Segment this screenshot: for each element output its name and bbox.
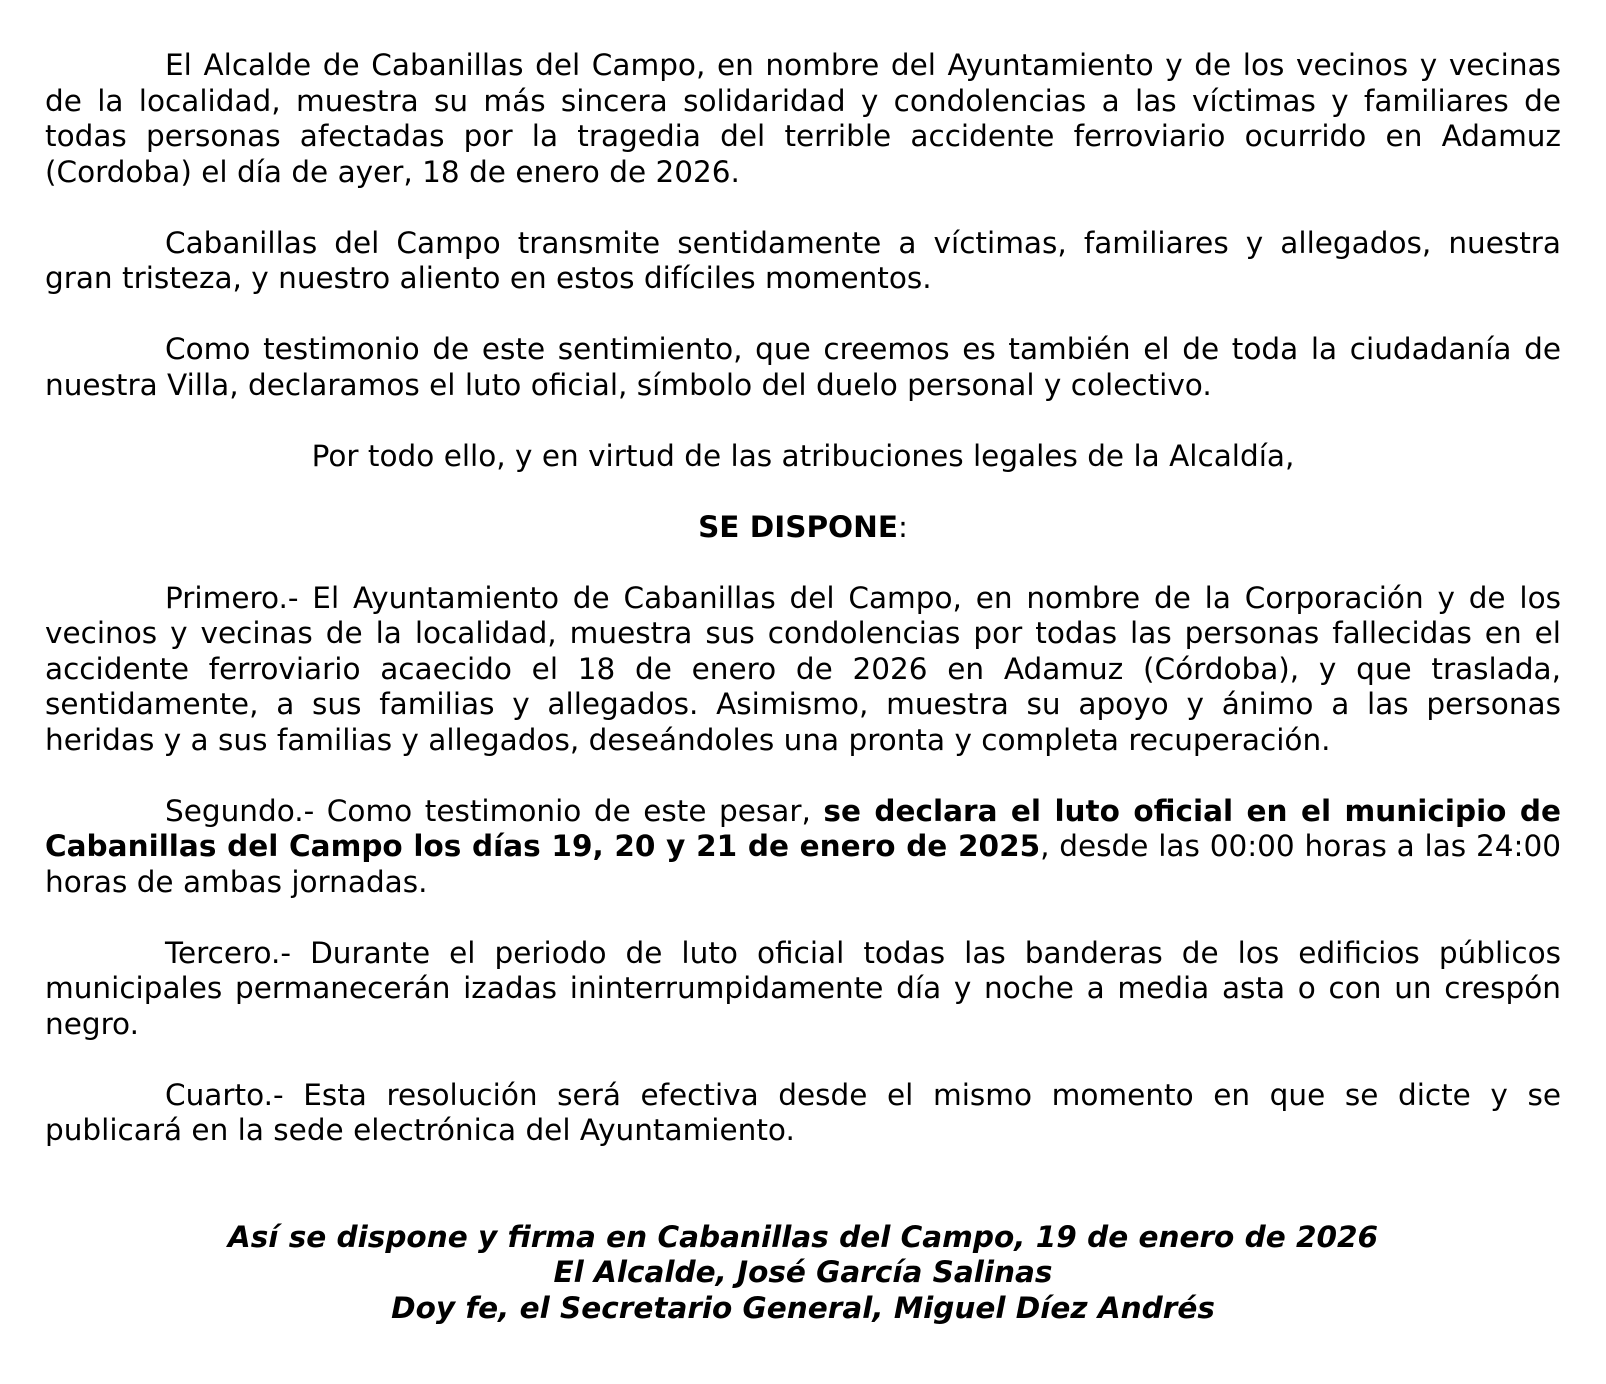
clause-segundo-pre: Segundo.- Como testimonio de este pesar, xyxy=(165,793,824,828)
preamble: Por todo ello, y en virtud de las atribuciones legales de la Alcaldía, xyxy=(311,438,1295,473)
resolution-heading xyxy=(45,510,1561,546)
heading-bold: SE DISPONE xyxy=(698,509,898,544)
clause-tercero: Tercero.- Durante el periodo de luto oficial todas las banderas de los edificios públicos municipales permanecerán izadas ininterrumpidamente día y noche a media asta o con un crespón negro. xyxy=(45,935,1561,1041)
intro-paragraph-mourning: Como testimonio de este sentimiento, que creemos es también el de toda la ciudadanía de nuestra Villa, declaramos el luto oficial, símbolo del duelo personal y colectivo. xyxy=(45,332,1561,402)
signature-line-mayor: El Alcalde, José García Salinas xyxy=(553,1255,1053,1289)
clause-cuarto: Cuarto.- Esta resolución será efectiva desde el mismo momento en que se dicte y se publicará en la sede electrónica del Ayuntamiento. xyxy=(45,1077,1561,1147)
clause-segundo xyxy=(45,794,1561,901)
document-body xyxy=(45,48,1561,1326)
clause-segundo-post: , desde las 00:00 horas a las 24:00 horas de ambas jornadas. xyxy=(45,829,1561,899)
clause-segundo-bold: se declara el luto oficial en el municipio de Cabanillas del Campo los días 19, 20 y 21 de enero de 2025 xyxy=(45,793,1561,863)
clause-primero: Primero.- El Ayuntamiento de Cabanillas del Campo, en nombre de la Corporación y de los vecinos y vecinas de la localidad, muestra sus condolencias por todas las personas fallecidas en el accidente ferroviario acaecido el 18 de enero de 2026 en Adamuz (Córdoba), y que traslada, sentidamente, a sus familias y allegados. Asimismo, muestra su apoyo y ánimo a las personas heridas y a sus familias y allegados, deseándoles una pronta y completa recuperación. xyxy=(45,580,1561,757)
signature-line-place-date: Así se dispone y firma en Cabanillas del Campo, 19 de enero de 2026 xyxy=(227,1219,1379,1254)
signature-line-secretary: Doy fe, el Secretario General, Miguel Díez Andrés xyxy=(391,1290,1215,1325)
intro-paragraph-sympathy: Cabanillas del Campo transmite sentidamente a víctimas, familiares y allegados, nuestra gran tristeza, y nuestro aliento en estos difíciles momentos. xyxy=(45,225,1561,295)
intro-paragraph-condolences: El Alcalde de Cabanillas del Campo, en nombre del Ayuntamiento y de los vecinos y vecinas de la localidad, muestra su más sincera solidaridad y condolencias a las víctimas y familiares de todas personas afectadas por la tragedia del terrible accidente ferroviario ocurrido en Adamuz (Cordoba) el día de ayer, 18 de enero de 2026. xyxy=(45,48,1561,189)
heading-suffix: : xyxy=(897,509,908,544)
signature-block xyxy=(45,1220,1561,1327)
